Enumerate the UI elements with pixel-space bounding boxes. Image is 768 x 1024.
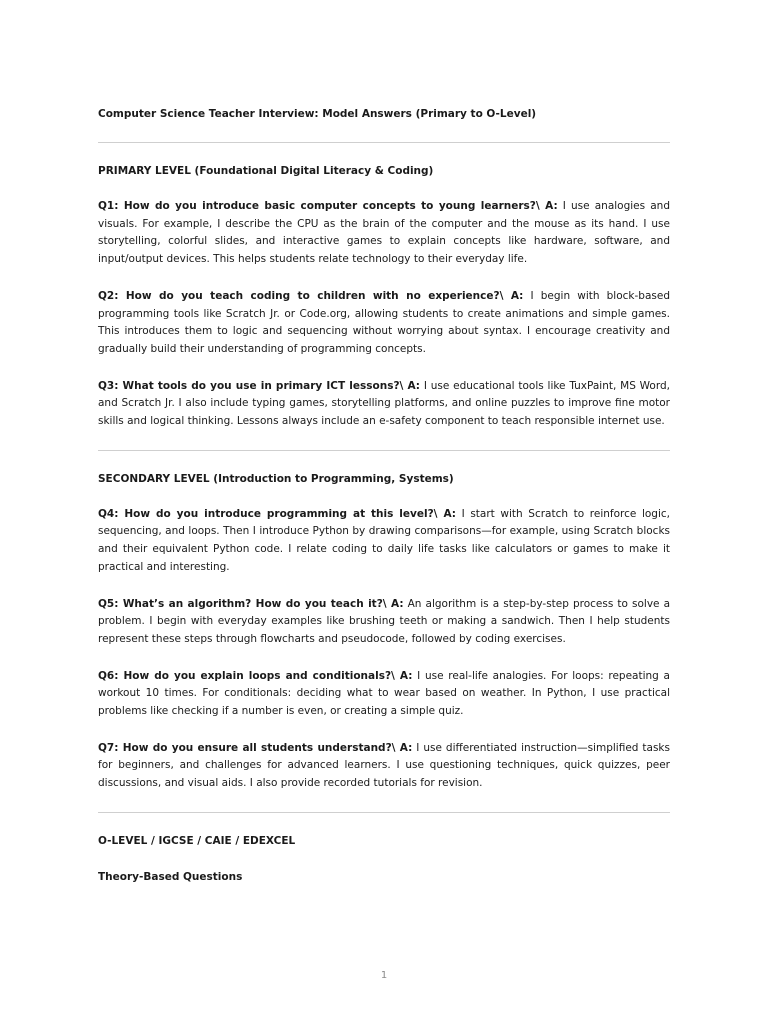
document-page — [98, 106, 670, 885]
question-q2: Q2: How do you teach coding to children with no experience?\ A: — [98, 289, 524, 302]
answer-q3: I use educational tools like TuxPaint, MS Word, and Scratch Jr. I also include typing games, storytelling platforms, and online puzzles to improve fine motor skills and logical thinking. Lessons always include an e-safety component to teach responsible internet use. — [98, 379, 670, 428]
answer-q7: I use differentiated instruction—simplified tasks for beginners, and challenges for advanced learners. I use questioning techniques, quick quizzes, peer discussions, and visual aids. I also provide recorded tutorials for revision. — [98, 741, 670, 790]
qa-q3 — [98, 378, 670, 431]
qa-q2 — [98, 288, 670, 359]
question-q4: Q4: How do you introduce programming at this level?\ A: — [98, 507, 456, 520]
question-q6: Q6: How do you explain loops and conditionals?\ A: — [98, 669, 413, 682]
answer-q5: An algorithm is a step-by-step process to solve a problem. I begin with everyday examples like brushing teeth or making a sandwich. Then I help students represent these steps through flowcharts and pseudocode, followed by coding exercises. — [98, 597, 670, 645]
section-heading-primary: PRIMARY LEVEL (Foundational Digital Literacy & Coding) — [98, 165, 434, 177]
question-q7: Q7: How do you ensure all students understand?\ A: — [98, 741, 413, 754]
question-q5: Q5: What’s an algorithm? How do you teach it?\ A: — [98, 597, 404, 610]
answer-q2: I begin with block-based programming tools like Scratch Jr. or Code.org, allowing students to create animations and simple games. This introduces them to logic and sequencing without worrying about syntax. I encourage creativity and gradually build their understanding of programming concepts. — [98, 289, 670, 355]
qa-q5 — [98, 596, 670, 649]
document-title: Computer Science Teacher Interview: Model Answers (Primary to O-Level) — [98, 108, 537, 120]
qa-q7 — [98, 740, 670, 793]
section-heading-secondary: SECONDARY LEVEL (Introduction to Programming, Systems) — [98, 472, 454, 485]
page-number: 1 — [380, 970, 388, 981]
answer-q1: I use analogies and visuals. For example, I describe the CPU as the brain of the computer and the mouse as its hand. I use storytelling, colorful slides, and interactive games to explain concepts like hardware, software, and input/output devices. This helps students relate technology to their everyday life. — [98, 200, 670, 266]
qa-q1 — [98, 198, 670, 269]
question-q3: Q3: What tools do you use in primary ICT lessons?\ A: — [98, 379, 421, 392]
qa-q4 — [98, 506, 670, 577]
answer-q6: I use real-life analogies. For loops: repeating a workout 10 times. For conditionals: deciding what to wear based on weather. In Python, I use practical problems like checking if a number is even, or creating a simple quiz. — [98, 669, 670, 718]
section-heading-olevel: O-LEVEL / IGCSE / CAIE / EDEXCEL — [98, 834, 296, 847]
subsection-heading-theory: Theory-Based Questions — [98, 870, 243, 883]
answer-q4: I start with Scratch to reinforce logic, sequencing, and loops. Then I introduce Python by drawing comparisons—for example, using Scratch blocks and their equivalent Python code. I relate coding to daily life tasks like calculators or games to make it practical and interesting. — [98, 507, 670, 573]
qa-q6 — [98, 668, 670, 721]
question-q1: Q1: How do you introduce basic computer concepts to young learners?\ A: — [98, 200, 558, 212]
